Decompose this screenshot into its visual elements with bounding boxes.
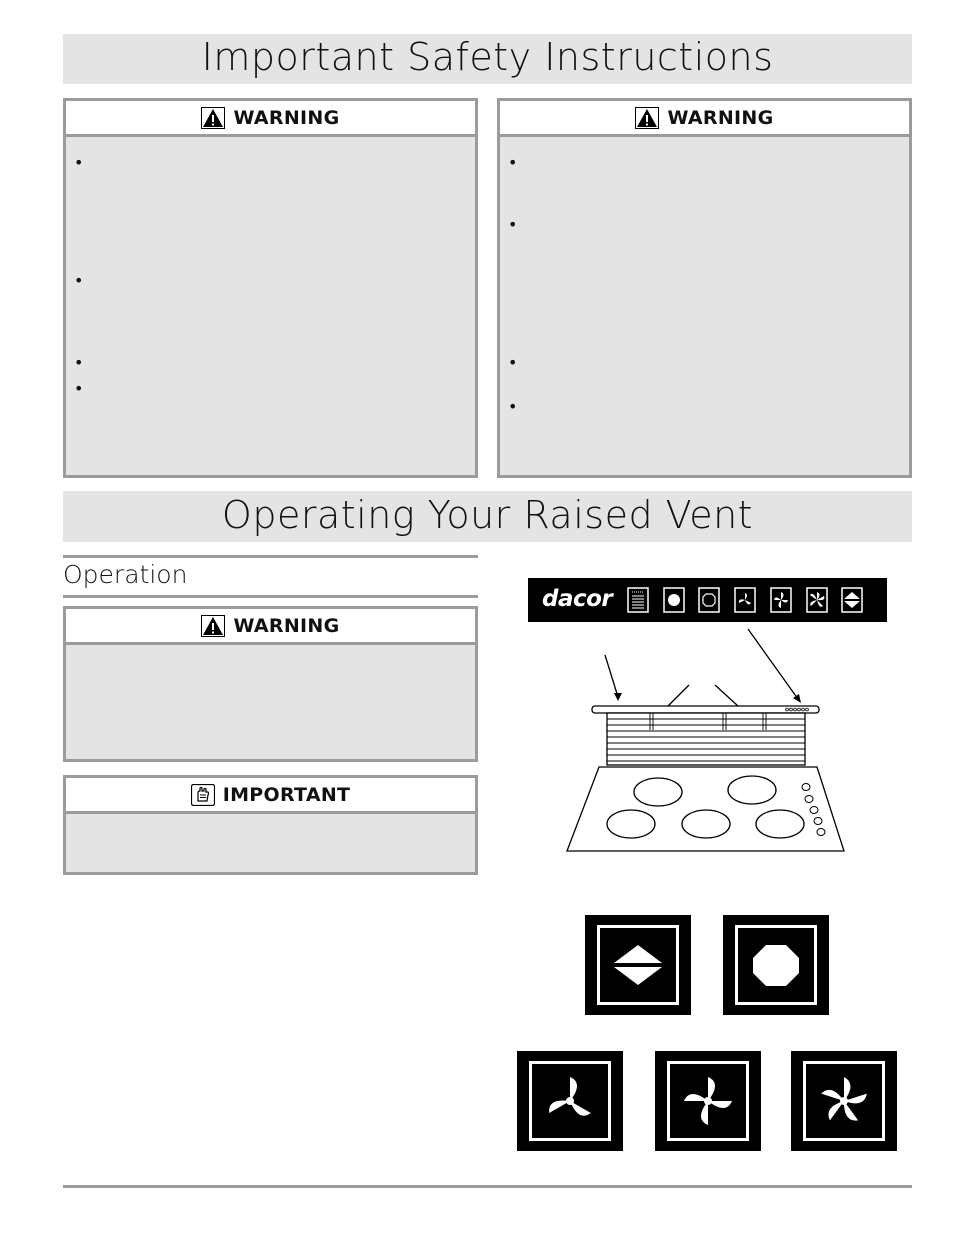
bullet: • <box>74 353 84 372</box>
bullet: • <box>74 153 84 172</box>
fan-medium-button-icon <box>655 1051 761 1151</box>
bullet: • <box>74 379 84 398</box>
warning-header-right <box>500 101 909 137</box>
operating-title-text: Operating Your Raised Vent <box>221 493 754 537</box>
bullet: • <box>74 271 84 290</box>
bullet: • <box>508 353 518 372</box>
stop-button-icon <box>723 915 829 1015</box>
warning-label-left: WARNING <box>233 106 340 129</box>
raise-lower-icon-small <box>842 588 862 612</box>
hand-note-icon <box>191 784 215 806</box>
important-box <box>63 775 478 875</box>
raised-vent <box>592 706 819 765</box>
fan-high-button-icon <box>791 1051 897 1151</box>
fan-low-button-icon <box>517 1051 623 1151</box>
section-title-operating <box>63 491 912 542</box>
bullet: • <box>508 153 518 172</box>
fan-high-icon <box>791 1051 897 1151</box>
control-panel-strip <box>528 578 887 622</box>
divider-top <box>63 555 478 558</box>
important-header <box>66 778 475 814</box>
warning-box-right <box>497 98 912 478</box>
power-icon <box>664 588 684 612</box>
fan-medium-icon <box>655 1051 761 1151</box>
vent-light-icon <box>628 588 648 612</box>
warning-box-operation <box>63 606 478 762</box>
bullet: • <box>508 215 518 234</box>
raise-lower-button-icon <box>585 915 691 1015</box>
important-label: IMPORTANT <box>222 783 351 806</box>
cooktop <box>567 767 844 851</box>
warning-label-right: WARNING <box>667 106 774 129</box>
warning-triangle-icon <box>201 615 225 637</box>
vent-cooktop-diagram <box>555 625 855 885</box>
timer-icon <box>699 588 719 612</box>
control-icons-row <box>624 578 884 622</box>
fan-high-icon-small <box>807 588 827 612</box>
warning-header-left <box>66 101 475 137</box>
fan-medium-icon-small <box>771 588 791 612</box>
brand-logo: dacor <box>542 586 613 612</box>
warning-header-operation <box>66 609 475 645</box>
bullet: • <box>508 397 518 416</box>
footer-divider <box>63 1185 912 1188</box>
warning-box-left <box>63 98 478 478</box>
safety-title-text: Important Safety Instructions <box>201 35 774 79</box>
raise-lower-icon <box>585 915 691 1015</box>
section-title-safety <box>63 34 912 84</box>
warning-triangle-icon <box>201 107 225 129</box>
stop-icon <box>723 915 829 1015</box>
fan-low-icon <box>517 1051 623 1151</box>
divider-bottom <box>63 595 478 598</box>
warning-label-operation: WARNING <box>233 614 340 637</box>
fan-low-icon-small <box>735 588 755 612</box>
warning-triangle-icon <box>635 107 659 129</box>
operation-heading: Operation <box>63 560 188 589</box>
